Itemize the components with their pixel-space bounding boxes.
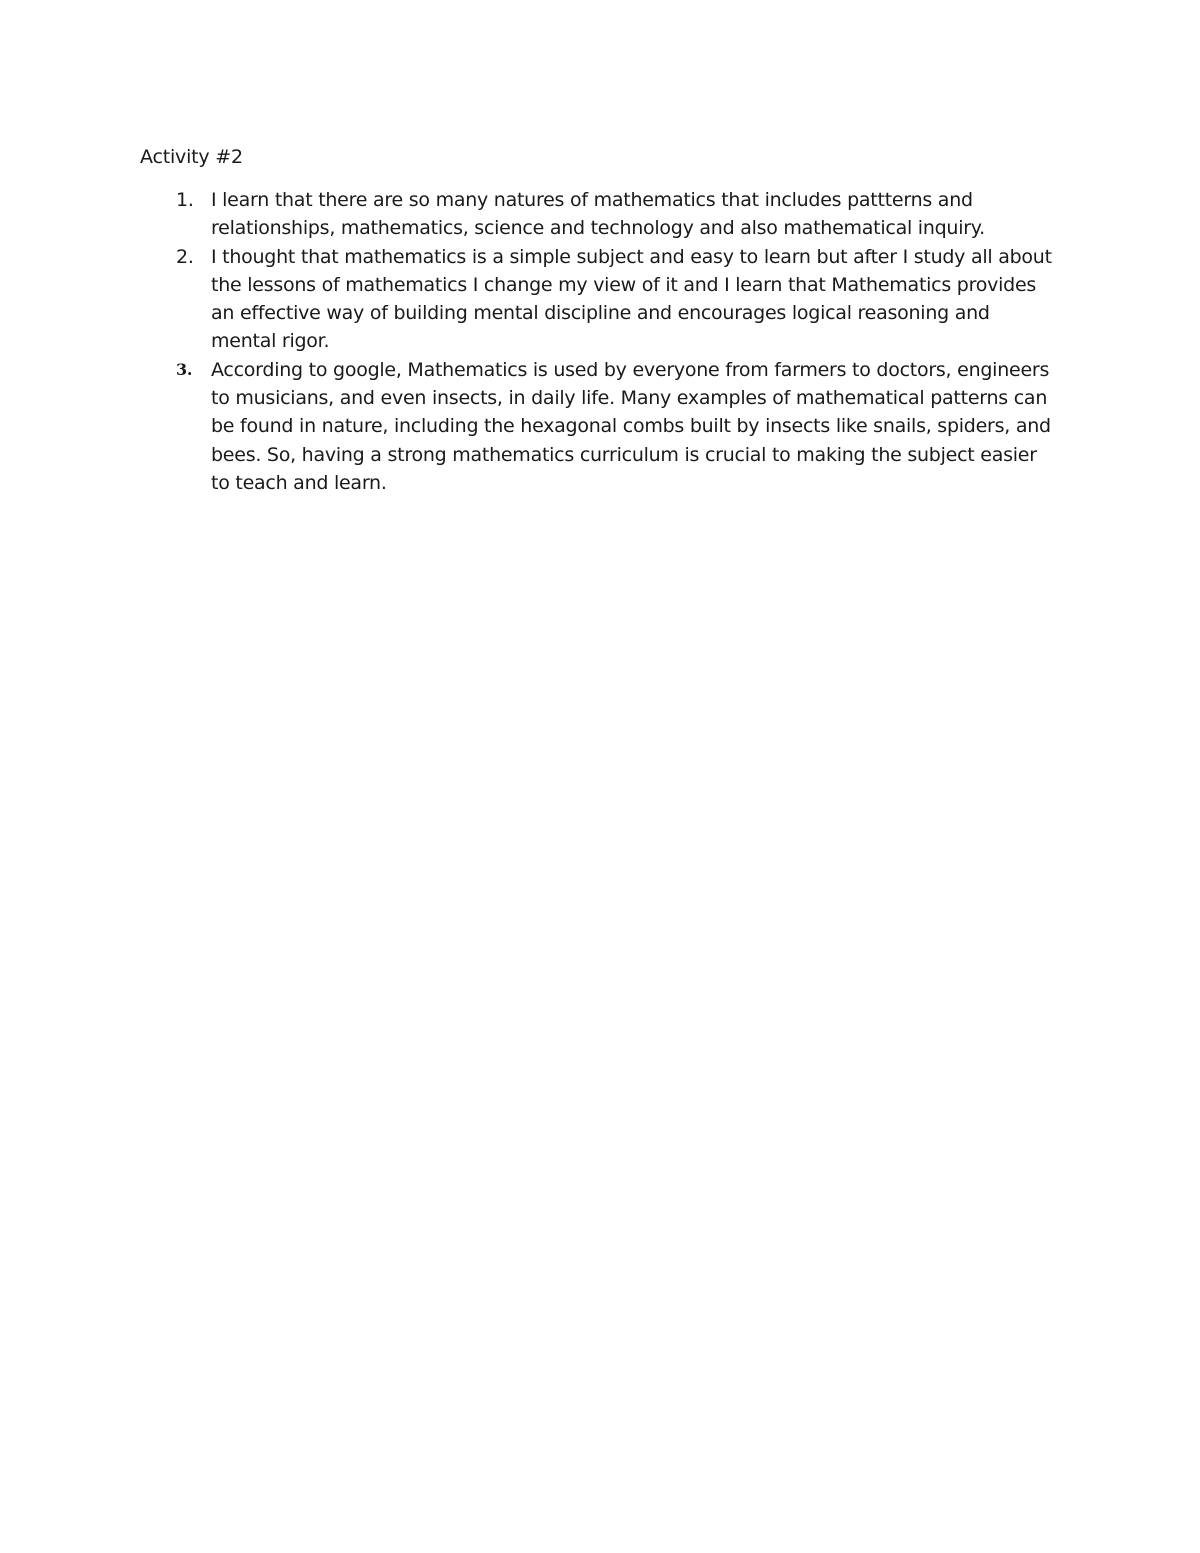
list-item <box>140 356 1060 497</box>
page-title: Activity #2 <box>140 146 243 168</box>
list-item-text: According to google, Mathematics is used by everyone from farmers to doctors, engineers to musicians, and even insects, in daily life. Many examples of mathematical patterns can be found in nature, including the hexagonal combs built by insects like snails, spiders, and bees. So, having a strong mathematics curriculum is crucial to making the subject easier to teach and learn. <box>211 358 1051 494</box>
list-item-text: I thought that mathematics is a simple subject and easy to learn but after I study all about the lessons of mathematics I change my view of it and I learn that Mathematics provides an effective way of building mental discipline and encourages logical reasoning and mental rigor. <box>211 245 1052 353</box>
list-item-number: 3. <box>176 359 193 379</box>
list-item <box>140 186 1060 243</box>
list-item <box>140 243 1060 356</box>
list-item-number: 1. <box>176 189 194 211</box>
numbered-list <box>140 186 1060 497</box>
list-item-number: 2. <box>176 245 194 268</box>
list-item-text: I learn that there are so many natures of mathematics that includes pattterns and relationships, mathematics, science and technology and also mathematical inquiry. <box>211 189 985 240</box>
